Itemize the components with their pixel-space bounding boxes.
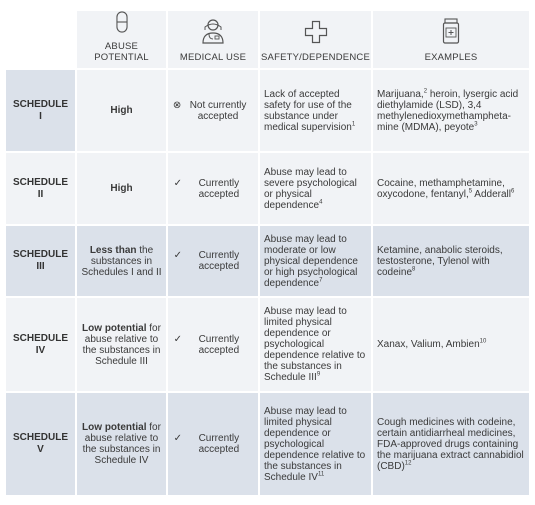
schedule-number: IV [35,344,46,356]
header-medical-use [168,11,258,68]
footnote-ref: 9 [316,371,321,378]
footnote-ref: 7 [319,277,323,284]
abuse-detail: the substances in Schedules I and II [81,244,162,278]
medical-cross-icon [304,20,328,44]
examples-text [377,339,486,350]
header-abuse-potential [77,11,166,68]
doctor-icon [201,18,225,44]
examples-2 [373,153,529,224]
example-text: heroin, lysergic acid diethylamide (LSD), 3,4 methylenedioxymethampheta-mine (MDMA), peyote [377,88,519,133]
header-abuse-potential-label: ABUSE POTENTIAL [94,41,149,63]
abuse-detail: for abuse relative to the substances in Schedule IV [82,422,161,466]
abuse-level: Less than [89,244,137,256]
schedule-number: II [37,188,44,200]
footnote-ref: 1 [351,121,356,128]
header-medical-use-label: MEDICAL USE [179,52,247,63]
footnote-ref: 12 [404,460,412,467]
schedule-word: SCHEDULE [12,432,68,443]
header-examples-label: EXAMPLES [424,52,478,63]
schedule-number: III [36,261,45,272]
abuse-detail: for abuse relative to the substances in Schedule III [82,322,161,367]
abuse-level: Low potential [82,322,147,334]
safety-dependence-3 [260,226,371,296]
footnote-ref: 8 [412,266,416,273]
check-icon: ✓ [173,333,183,345]
footnote-ref: 3 [474,121,478,128]
examples-3 [373,226,529,296]
schedule-word: SCHEDULE [12,332,68,344]
abuse-potential-5 [77,393,166,495]
examples-4 [373,298,529,391]
schedule-label-2 [6,153,75,224]
example-text: Adderall [472,188,511,200]
not-accepted-icon: ⊗ [172,99,182,111]
safety-text: Abuse may lead to limited physical dependence or psychological dependence relative to the substances in Schedule III [264,306,366,383]
abuse-level: Low potential [82,422,147,433]
header-safety-dependence [260,11,371,68]
capsule-icon [115,11,129,33]
schedule-label-4 [6,298,75,391]
safety-text: Abuse may lead to moderate or low physical dependence or high psychological dependence [264,233,358,289]
footnote-ref: 6 [511,188,515,195]
medical-use-text: Currently accepted [198,177,240,200]
example-text: Ketamine, anabolic steroids, testosterone, Tylenol with codeine [377,244,503,278]
medical-use-1 [168,70,258,151]
examples-5 [373,393,529,495]
safety-dependence-5 [260,393,371,495]
safety-dependence-2 [260,153,371,224]
abuse-potential-3 [77,226,166,296]
abuse-potential-4 [77,298,166,391]
check-icon: ✓ [173,250,183,261]
schedule-word: SCHEDULE [12,176,68,188]
check-icon: ✓ [173,433,183,444]
footnote-ref: 11 [317,471,325,478]
header-examples [373,11,529,68]
medical-use-5 [168,393,258,495]
schedule-number: V [37,444,44,455]
medical-use-text: Currently accepted [198,250,240,272]
medical-use-3 [168,226,258,296]
schedule-label-1 [6,70,75,151]
abuse-potential-2 [77,153,166,224]
safety-dependence-4 [260,298,371,391]
abuse-potential-1 [77,70,166,151]
medical-use-4 [168,298,258,391]
abuse-level: High [110,183,133,194]
safety-text: Abuse may lead to limited physical dependence or psychological dependence relative to the substances in Schedule IV [264,405,366,483]
abuse-level: High [110,105,133,116]
medical-use-text: Currently accepted [198,433,240,455]
safety-text: Abuse may lead to severe psychological or physical dependence [264,166,357,211]
schedule-label-3 [6,226,75,296]
examples-text [377,89,525,133]
safety-dependence-1 [260,70,371,151]
examples-text [377,178,525,200]
footnote-ref: 2 [423,88,428,95]
examples-text [377,417,525,472]
safety-text: Lack of accepted safety for use of the substance under medical supervision [264,88,352,133]
example-text: Marijuana, [377,88,424,100]
pill-bottle-icon [441,18,461,44]
example-text: Cough medicines with codeine, certain antidiarrheal medicines, FDA-approved drugs containing the marijuana extract cannabidiol (CBD) [377,416,524,472]
examples-text [377,245,525,278]
examples-1 [373,70,529,151]
example-text: Xanax, Valium, Ambien [377,339,480,350]
footnote-ref: 10 [479,338,487,345]
schedule-label-5 [6,393,75,495]
footnote-ref: 5 [468,188,473,195]
example-text: Cocaine, methamphetamine, oxycodone, fentanyl, [377,177,505,200]
schedule-word: SCHEDULE [12,249,68,260]
medical-use-text: Not currently accepted [189,99,247,122]
footnote-ref: 4 [319,199,323,206]
header-safety-dependence-label: SAFETY/DEPENDENCE [261,52,370,63]
schedule-word: SCHEDULE [12,98,68,110]
check-icon: ✓ [173,177,183,189]
medical-use-text: Currently accepted [198,333,240,356]
medical-use-2 [168,153,258,224]
schedule-number: I [39,110,42,122]
